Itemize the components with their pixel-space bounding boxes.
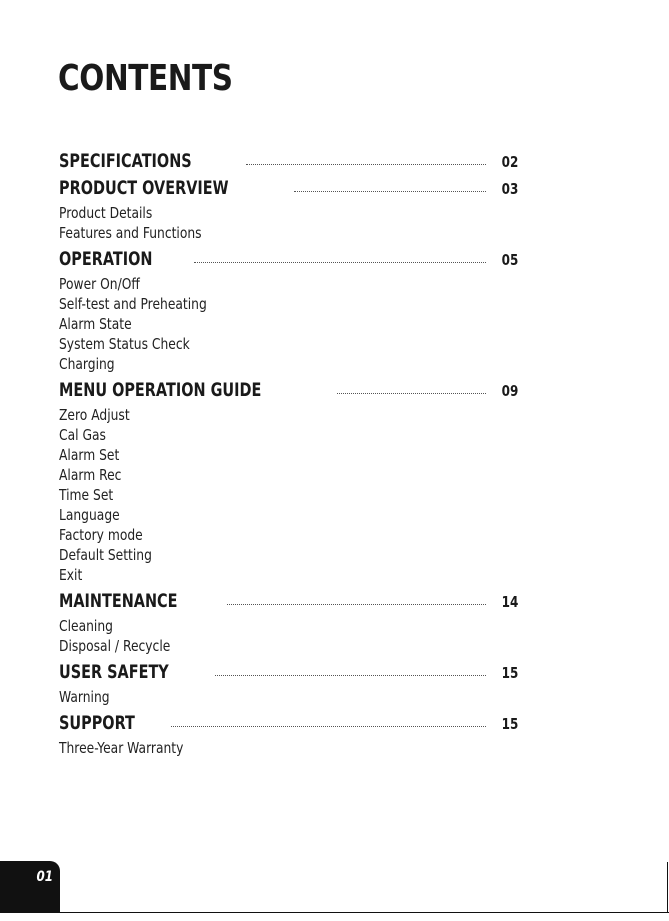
toc-section-title: OPERATION: [59, 248, 153, 270]
toc-section-maintenance: [59, 586, 519, 657]
toc-section-title: SUPPORT: [59, 712, 135, 734]
toc-section-row[interactable]: [59, 244, 519, 271]
toc-subsection-list: [59, 402, 516, 586]
toc-section-row[interactable]: [59, 146, 519, 173]
toc-section-row[interactable]: [59, 586, 519, 613]
toc-subsection-item[interactable]: Disposal / Recycle: [59, 637, 171, 655]
toc-section-title: MAINTENANCE: [59, 590, 178, 612]
dotted-leader: [194, 262, 486, 263]
toc-subsection-item[interactable]: Factory mode: [59, 526, 143, 544]
toc-subsection-item[interactable]: Alarm Rec: [59, 466, 122, 484]
dotted-leader: [227, 604, 486, 605]
toc-subsection-item[interactable]: Default Setting: [59, 546, 152, 564]
toc-subsection-item[interactable]: Zero Adjust: [59, 406, 130, 424]
toc-section-user-safety: [59, 657, 519, 708]
toc-subsection-item[interactable]: Self-test and Preheating: [59, 295, 207, 313]
toc-section-title: USER SAFETY: [59, 661, 169, 683]
toc-subsection-item[interactable]: Language: [59, 506, 120, 524]
toc-page-number: 05: [501, 251, 519, 269]
toc-section-title: PRODUCT OVERVIEW: [59, 177, 229, 199]
dotted-leader: [246, 164, 486, 165]
toc-subsection-item[interactable]: Time Set: [59, 486, 114, 504]
toc-section-product-overview: [59, 173, 519, 244]
toc-subsection-list: [59, 735, 516, 759]
toc-page-number: 14: [501, 593, 519, 611]
toc-subsection-list: [59, 200, 516, 244]
page-title: CONTENTS: [58, 58, 233, 99]
footer-page-tab: [0, 861, 60, 913]
toc-subsection-item[interactable]: Product Details: [59, 204, 153, 222]
toc-section-title: SPECIFICATIONS: [59, 150, 192, 172]
toc-subsection-list: [59, 613, 516, 657]
toc-subsection-item[interactable]: Cal Gas: [59, 426, 106, 444]
toc-subsection-list: [59, 271, 516, 375]
toc-section-row[interactable]: [59, 375, 519, 402]
toc-section-support: [59, 708, 519, 759]
toc-section-row[interactable]: [59, 173, 519, 200]
dotted-leader: [215, 675, 486, 676]
toc-subsection-list: [59, 684, 516, 708]
toc-subsection-item[interactable]: System Status Check: [59, 335, 190, 353]
toc-section-operation: [59, 244, 519, 375]
toc-page-number: 15: [501, 715, 519, 733]
toc-section-specifications: [59, 146, 519, 173]
toc-section-row[interactable]: [59, 708, 519, 735]
toc-subsection-item[interactable]: Cleaning: [59, 617, 113, 635]
bottom-rule: [0, 912, 669, 913]
toc-page-number: 15: [501, 664, 519, 682]
toc-section-row[interactable]: [59, 657, 519, 684]
table-of-contents: [59, 146, 519, 759]
dotted-leader: [337, 393, 486, 394]
toc-section-menu-operation-guide: [59, 375, 519, 586]
toc-subsection-item[interactable]: Features and Functions: [59, 224, 202, 242]
dotted-leader: [294, 191, 486, 192]
toc-subsection-item[interactable]: Alarm Set: [59, 446, 120, 464]
right-edge-rule: [667, 862, 668, 912]
toc-page-number: 09: [501, 382, 519, 400]
toc-page-number: 02: [501, 153, 519, 171]
toc-page-number: 03: [501, 180, 519, 198]
toc-subsection-item[interactable]: Alarm State: [59, 315, 132, 333]
dotted-leader: [171, 726, 486, 727]
toc-subsection-item[interactable]: Power On/Off: [59, 275, 140, 293]
toc-subsection-item[interactable]: Exit: [59, 566, 83, 584]
toc-subsection-item[interactable]: Warning: [59, 688, 110, 706]
toc-section-title: MENU OPERATION GUIDE: [59, 379, 262, 401]
toc-subsection-item[interactable]: Three-Year Warranty: [59, 739, 184, 757]
footer-page-number: 01: [36, 869, 54, 885]
toc-subsection-item[interactable]: Charging: [59, 355, 115, 373]
